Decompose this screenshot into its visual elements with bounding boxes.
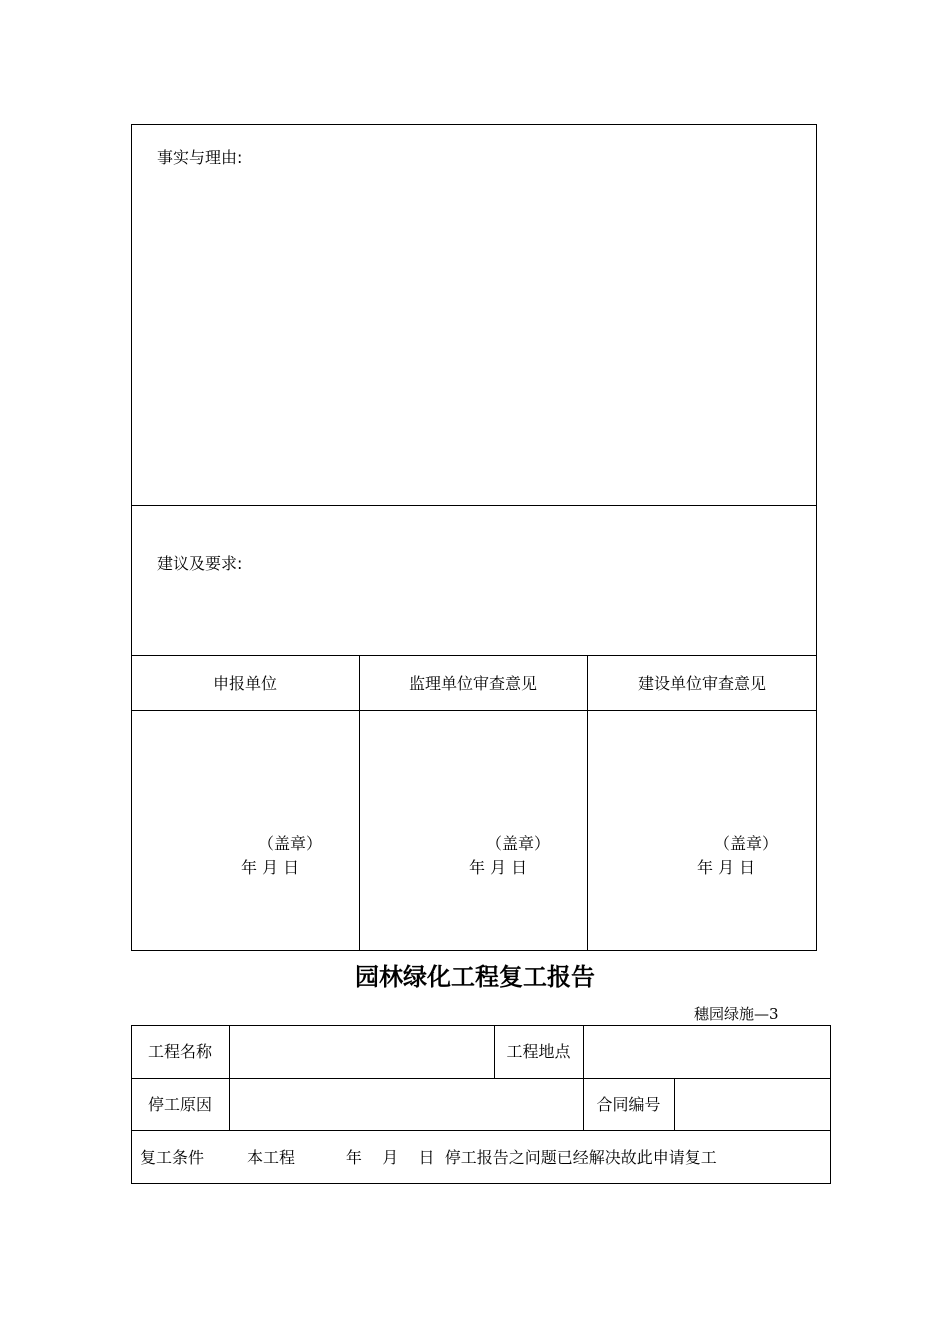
header-supervisor-review: 监理单位审查意见 — [408, 674, 537, 693]
facts-and-reasons-label: 事实与理由: — [157, 148, 243, 167]
divider-facts-suggestion — [131, 505, 817, 506]
contract-no-label: 合同编号 — [596, 1095, 661, 1114]
row-divider-1 — [131, 1078, 831, 1079]
date-line-supervisor: 年 月 日 — [469, 858, 528, 877]
report-title: 园林绿化工程复工报告 — [355, 963, 595, 991]
seal-label-supervisor: （盖章） — [486, 834, 551, 853]
header-owner-review: 建设单位审查意见 — [637, 674, 766, 693]
row1-divider-a — [229, 1025, 230, 1078]
contract-no-field[interactable] — [679, 1083, 826, 1127]
row1-divider-c — [583, 1025, 584, 1078]
form-code: 穗园绿施—3 — [694, 1005, 779, 1023]
project-name-field[interactable] — [234, 1030, 490, 1074]
divider-headers-body — [131, 710, 817, 711]
divider-suggestion-headers — [131, 655, 817, 656]
resume-conditions-text: 本工程 年 月 日 停工报告之问题已经解决故此申请复工 — [247, 1148, 717, 1167]
suggestions-label: 建议及要求: — [157, 554, 243, 573]
project-location-label: 工程地点 — [506, 1042, 571, 1061]
facts-and-reasons-area[interactable] — [133, 175, 815, 503]
seal-label-owner: （盖章） — [714, 834, 779, 853]
date-line-applicant: 年 月 日 — [241, 858, 300, 877]
column-divider-1 — [359, 655, 360, 951]
stop-reason-field[interactable] — [234, 1083, 579, 1127]
stop-reason-label: 停工原因 — [147, 1095, 212, 1114]
row-divider-2 — [131, 1130, 831, 1131]
row2-divider-a — [229, 1078, 230, 1130]
header-applicant-unit: 申报单位 — [212, 674, 277, 693]
project-name-label: 工程名称 — [147, 1042, 212, 1061]
row2-divider-c — [674, 1078, 675, 1130]
date-line-owner: 年 月 日 — [697, 858, 756, 877]
resume-conditions-label: 复工条件 — [140, 1148, 205, 1167]
project-location-field[interactable] — [588, 1030, 826, 1074]
seal-label-applicant: （盖章） — [258, 834, 323, 853]
suggestions-area[interactable] — [133, 580, 815, 654]
column-divider-2 — [587, 655, 588, 951]
